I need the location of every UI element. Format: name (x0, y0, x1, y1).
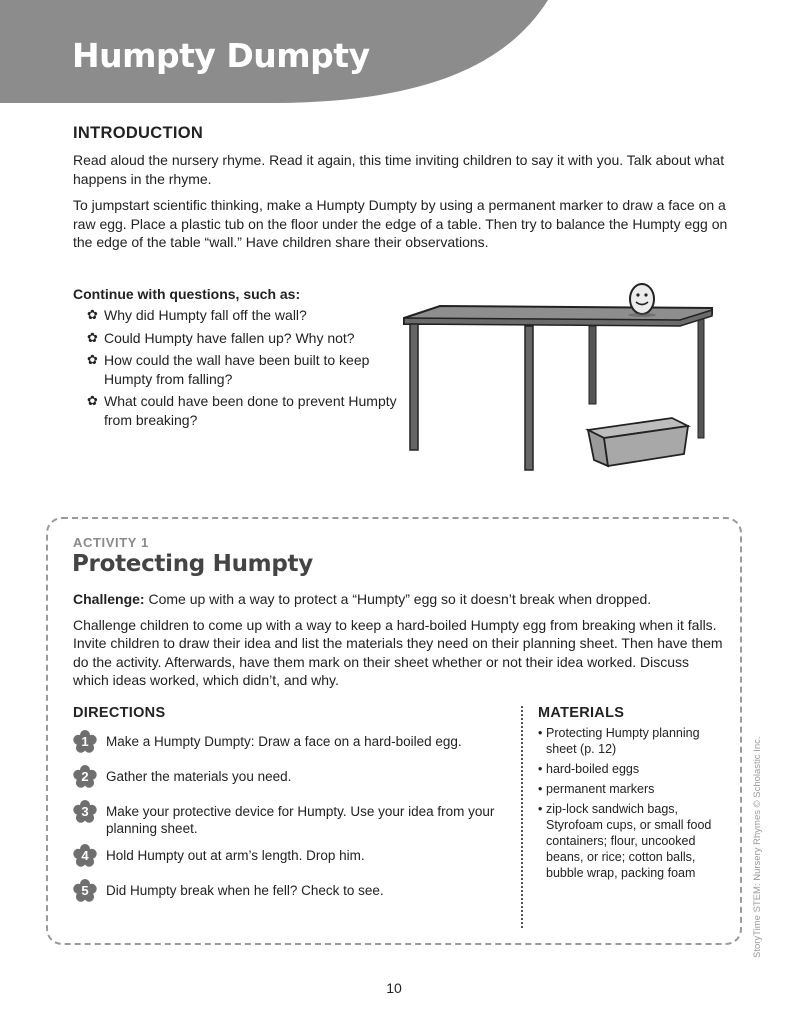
material-item: • hard-boiled eggs (538, 761, 718, 777)
direction-step (73, 733, 513, 750)
activity-title: Protecting Humpty (72, 551, 313, 577)
flower-badge-icon: 2 (73, 765, 97, 789)
flower-badge-icon: 1 (73, 730, 97, 754)
direction-step (73, 847, 513, 864)
challenge-label: Challenge: (73, 591, 145, 607)
direction-step (73, 882, 513, 899)
direction-step-text: Hold Humpty out at arm’s length. Drop him. (106, 848, 365, 863)
tub-icon (588, 418, 688, 466)
side-credit: StoryTime STEM: Nursery Rhymes © Scholastic Inc. (752, 736, 763, 958)
page-title: Humpty Dumpty (72, 36, 370, 75)
introduction-heading: INTRODUCTION (73, 124, 204, 142)
material-item: • Protecting Humpty planning sheet (p. 12) (538, 725, 718, 757)
questions-list (73, 306, 403, 429)
page-number: 10 (386, 980, 402, 996)
activity-paragraph: Challenge children to come up with a way to keep a hard-boiled Humpty egg from breaking when it falls. Invite children to draw their idea and list the materials they need on their planning sheet. Then have them do the activity. Afterwards, have them mark on their sheet whether or not their idea worked. Discuss which ideas worked, which didn’t, and why. (73, 616, 723, 688)
material-item: • zip-lock sandwich bags, Styrofoam cups, or small food containers; flour, uncooked beans, or rice; cotton balls, bubble wrap, packing foam (538, 801, 718, 881)
material-item: • permanent markers (538, 781, 718, 797)
flower-badge-icon: 3 (73, 800, 97, 824)
gear-icon: ✿ (87, 307, 98, 322)
activity-label: ACTIVITY 1 (73, 535, 149, 550)
flower-badge-icon: 5 (73, 879, 97, 903)
gear-icon: ✿ (87, 329, 98, 345)
flower-badge-icon: 4 (73, 844, 97, 868)
gear-icon: ✿ (87, 352, 98, 367)
materials-list (538, 725, 718, 881)
direction-step-text: Did Humpty break when he fell? Check to see. (106, 883, 384, 898)
question-item: ✿ How could the wall have been built to keep Humpty from falling? (87, 352, 370, 387)
materials-section (538, 705, 718, 885)
questions-section (73, 286, 403, 433)
direction-step-text: Gather the materials you need. (106, 769, 292, 784)
table-egg-illustration (400, 282, 720, 478)
introduction-paragraph-2: To jumpstart scientific thinking, make a Humpty Dumpty by using a permanent marker to draw a face on a raw egg. Place a plastic tub on the floor under the edge of a table. Then try to balance the Humpty egg on the edge of the table “wall.” Have children share their observations. (73, 197, 728, 250)
materials-heading: MATERIALS (538, 705, 625, 721)
directions-section (73, 705, 513, 899)
directions-heading: DIRECTIONS (73, 705, 166, 721)
direction-step (73, 803, 513, 837)
question-item: ✿ Could Humpty have fallen up? Why not? (87, 329, 355, 346)
question-item: ✿ Why did Humpty fall off the wall? (87, 307, 307, 323)
gear-icon: ✿ (87, 393, 98, 408)
direction-step-text: Make your protective device for Humpty. Use your idea from your planning sheet. (106, 804, 495, 836)
introduction-paragraph-1: Read aloud the nursery rhyme. Read it again, this time inviting children to say it with you. Talk about what happens in the rhyme. (73, 152, 725, 187)
question-item: ✿ What could have been done to prevent Humpty from breaking? (87, 393, 397, 428)
challenge-text: Challenge: Come up with a way to protect a “Humpty” egg so it doesn’t break when dropped. (73, 591, 652, 607)
questions-heading: Continue with questions, such as: (73, 286, 301, 302)
introduction-section (73, 124, 733, 260)
direction-step-text: Make a Humpty Dumpty: Draw a face on a hard-boiled egg. (106, 734, 462, 749)
direction-step (73, 768, 513, 785)
activity-text (73, 590, 723, 697)
column-divider (521, 706, 523, 928)
